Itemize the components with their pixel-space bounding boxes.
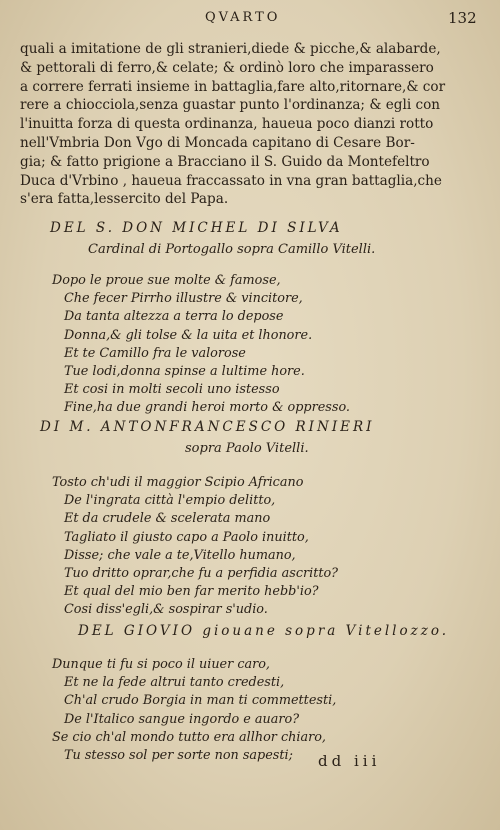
folio-number: 132 xyxy=(448,9,477,27)
prose-line: s'era fatta,lessercito del Papa. xyxy=(20,191,229,208)
prose-line: quali a imitatione de gli stranieri,diede & picche,& alabarde, xyxy=(20,41,441,57)
poem-heading: DI M. ANTONFRANCESCO RINIERI xyxy=(40,419,375,435)
verse-line: Tosto ch'udi il maggior Scipio Africano xyxy=(52,475,304,490)
page-header xyxy=(0,10,500,30)
verse-line: Tue lodi,donna spinse a lultime hore. xyxy=(64,364,305,380)
verse-line: Cosi diss'egli,& sospirar s'udio. xyxy=(64,602,268,618)
signature-mark: dd iii xyxy=(318,752,381,770)
poem-heading: DEL GIOVIO giouane sopra Vitellozzo. xyxy=(78,623,450,639)
verse-line: Se cio ch'al mondo tutto era allhor chiaro, xyxy=(52,729,326,745)
verse-line: Ch'al crudo Borgia in man ti commettesti, xyxy=(64,693,337,709)
verse-line: Tagliato il giusto capo a Paolo inuitto, xyxy=(64,529,309,545)
poem-stanza xyxy=(52,656,472,765)
verse-line: Da tanta altezza a terra lo depose xyxy=(64,309,284,325)
poem-stanza xyxy=(52,474,472,620)
verse-line: Tu stesso sol per sorte non sapesti; xyxy=(64,748,293,764)
verse-line: De l'Italico sangue ingordo e auaro? xyxy=(64,711,300,727)
prose-line: & pettorali di ferro,& celate; & ordinò loro che imparassero xyxy=(20,59,434,76)
verse-line: Et ne la fede altrui tanto credesti, xyxy=(64,675,285,691)
poem-heading: DEL S. DON MICHEL DI SILVA xyxy=(50,220,343,236)
verse-line: Disse; che vale a te,Vitello humano, xyxy=(64,547,296,563)
verse-line: Fine,ha due grandi heroi morto & oppresso. xyxy=(64,400,350,416)
prose-line: Duca d'Vrbino , haueua fraccassato in vna gran battaglia,che xyxy=(20,172,442,189)
verse-line: Tuo dritto oprar,che fu a perfidia ascritto? xyxy=(64,566,339,582)
prose-line: nell'Vmbria Don Vgo di Moncada capitano di Cesare Bor- xyxy=(20,134,415,151)
verse-line: De l'ingrata città l'empio delitto, xyxy=(64,493,276,509)
prose-line: rere a chiocciola,senza guastar punto l'ordinanza; & egli con xyxy=(20,97,441,114)
prose-paragraph xyxy=(20,40,485,209)
verse-line: Et te Camillo fra le valorose xyxy=(64,345,246,361)
poem-stanza xyxy=(52,272,472,418)
verse-line: Et da crudele & scelerata mano xyxy=(64,511,271,527)
poem-subheading: Cardinal di Portogallo sopra Camillo Vitelli. xyxy=(88,242,376,257)
verse-line: Dunque ti fu si poco il uiuer caro, xyxy=(52,657,271,672)
poem-subheading: sopra Paolo Vitelli. xyxy=(185,441,309,456)
verse-line: Donna,& gli tolse & la uita et lhonore. xyxy=(64,327,313,343)
running-head: QVARTO xyxy=(205,10,281,25)
prose-line: l'inuitta forza di questa ordinanza, haueua poco dianzi rotto xyxy=(20,116,434,133)
prose-line: a correre ferrati insieme in battaglia,fare alto,ritornare,& cor xyxy=(20,78,446,95)
verse-line: Et cosi in molti secoli uno istesso xyxy=(64,382,280,398)
verse-line: Dopo le proue sue molte & famose, xyxy=(52,273,281,288)
verse-line: Et qual del mio ben far merito hebb'io? xyxy=(64,584,319,600)
verse-line: Che fecer Pirrho illustre & vincitore, xyxy=(64,291,303,307)
prose-line: gia; & fatto prigione a Bracciano il S. Guido da Montefeltro xyxy=(20,153,430,170)
